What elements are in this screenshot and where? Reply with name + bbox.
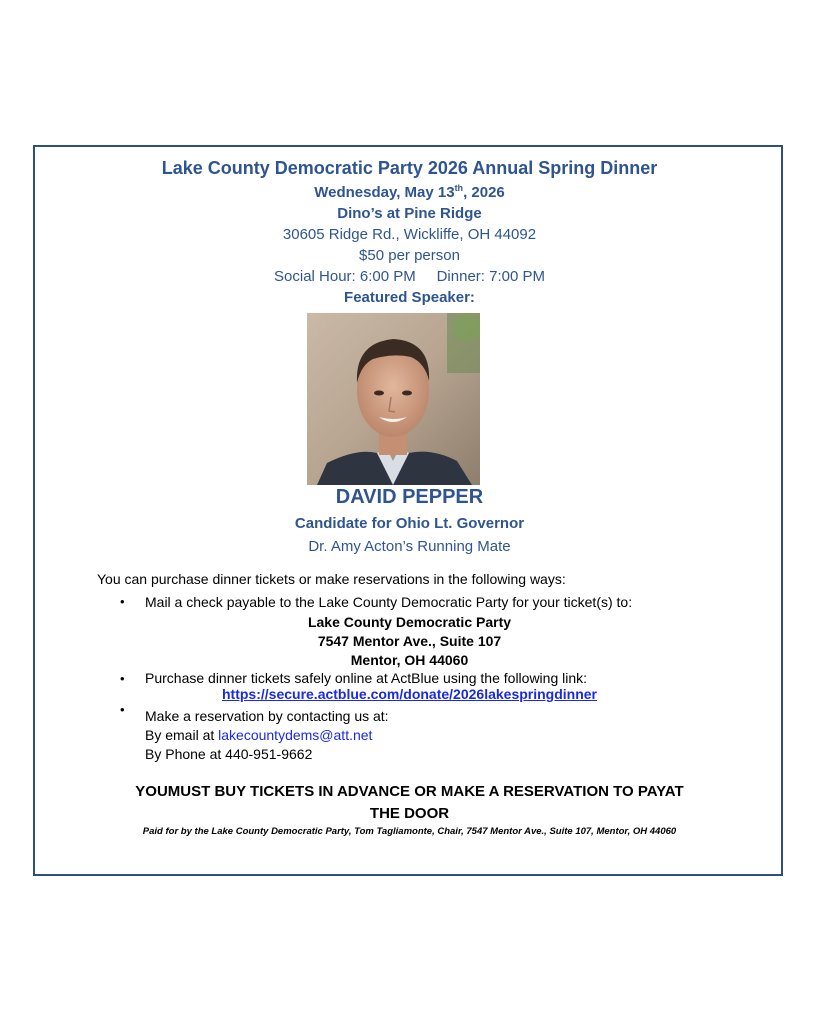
mail-instructions: Mail a check payable to the Lake County Democratic Party for your ticket(s) to: bbox=[145, 594, 633, 610]
email-link[interactable]: lakecountydems@att.net bbox=[218, 727, 373, 743]
bullet-reserve: • bbox=[120, 702, 125, 717]
reserve-email-line: By email at lakecountydems@att.net bbox=[145, 727, 373, 743]
featured-speaker-label: Featured Speaker: bbox=[344, 289, 475, 306]
notice-line1: YOUMUST BUY TICKETS IN ADVANCE OR MAKE A RESERVATION TO PAYAT bbox=[135, 783, 684, 800]
paid-for-disclaimer: Paid for by the Lake County Democratic Party, Tom Tagliamonte, Chair, 7547 Mentor Ave., Suite 107, Mentor, OH 44060 bbox=[142, 826, 677, 837]
mail-address-line3: Mentor, OH 44060 bbox=[350, 652, 469, 668]
reserve-phone: By Phone at 440-951-9662 bbox=[145, 746, 313, 762]
speaker-portrait-photo bbox=[307, 313, 480, 485]
event-venue: Dino’s at Pine Ridge bbox=[337, 205, 482, 222]
bullet-online: • bbox=[120, 671, 125, 686]
event-title: Lake County Democratic Party 2026 Annual Spring Dinner bbox=[161, 158, 658, 178]
purchase-intro: You can purchase dinner tickets or make reservations in the following ways: bbox=[97, 571, 566, 587]
event-times: Social Hour: 6:00 PM Dinner: 7:00 PM bbox=[274, 268, 545, 285]
speaker-name: DAVID PEPPER bbox=[335, 486, 484, 508]
speaker-subrole: Dr. Amy Acton’s Running Mate bbox=[308, 538, 511, 555]
event-date: Wednesday, May 13th, 2026 bbox=[314, 183, 505, 201]
reserve-instructions: Make a reservation by contacting us at: bbox=[145, 708, 389, 724]
notice-line2: THE DOOR bbox=[369, 805, 450, 822]
online-instructions: Purchase dinner tickets safely online at ActBlue using the following link: bbox=[145, 670, 588, 686]
speaker-role: Candidate for Ohio Lt. Governor bbox=[294, 515, 525, 532]
event-price: $50 per person bbox=[359, 247, 460, 264]
bullet-mail: • bbox=[120, 594, 125, 609]
event-address: 30605 Ridge Rd., Wickliffe, OH 44092 bbox=[282, 226, 537, 243]
actblue-link[interactable]: https://secure.actblue.com/donate/2026lakespringdinner bbox=[222, 686, 597, 702]
mail-address-line2: 7547 Mentor Ave., Suite 107 bbox=[317, 633, 502, 649]
mail-address-line1: Lake County Democratic Party bbox=[307, 614, 512, 630]
actblue-link-row bbox=[0, 686, 819, 702]
